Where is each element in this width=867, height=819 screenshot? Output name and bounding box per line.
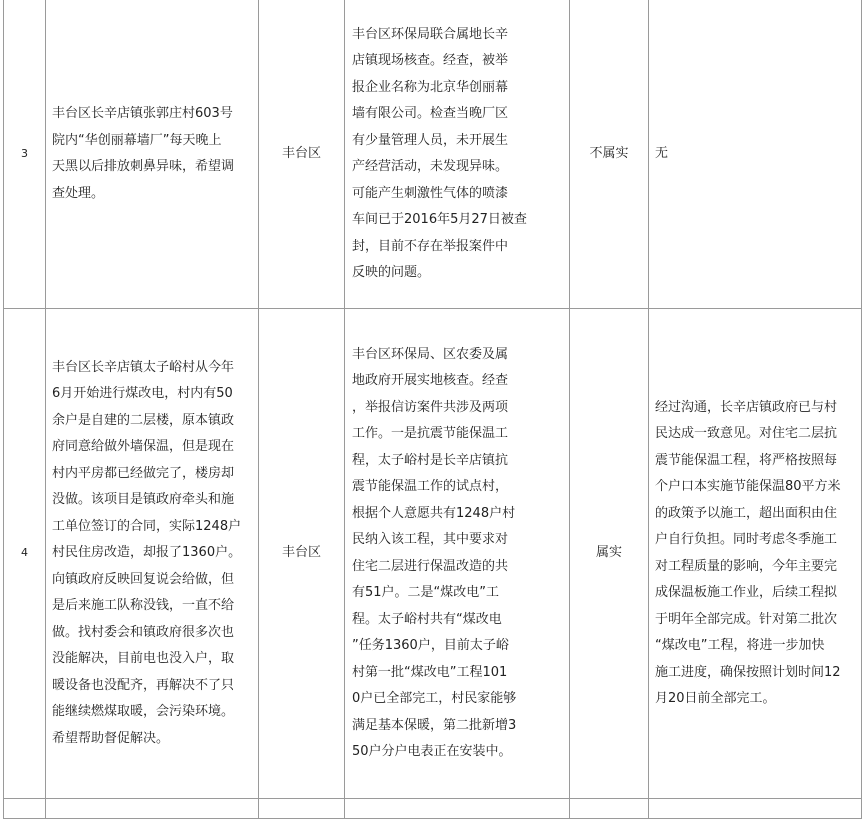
empty-cell xyxy=(649,799,862,819)
handling-text: 无 xyxy=(655,145,669,161)
empty-cell xyxy=(570,799,649,819)
investigation-text: 丰台区环保局、区农委及属 地政府开展实地核查。经查 ，举报信访案件共涉及两项 工作。一是抗震节能保温工 程，太子峪村是长辛店镇抗 震节能保温工作的试点村， 根据个人意愿共有1248户村 民纳入该工程，其中要求对 住宅二层进行保温改造的共 有51户。二是“煤改电”工 程。太子峪村共有“煤改电 ”任务1360户，目前太子峪 村第一批“煤改电”工程101 0户已全部完工，村民家能够 满足基本保暖，第二批新增3 50户分户电表正在安装中。 xyxy=(352,346,517,759)
complaint-text: 丰台区长辛店镇张郭庄村603号 院内“华创丽幕墙厂”每天晚上 天黑以后排放刺鼻异味，希望调 查处理。 xyxy=(52,106,235,201)
verdict: 不属实 xyxy=(570,0,649,309)
investigation-text: 丰台区环保局联合属地长辛 店镇现场核查。经查，被举 报企业名称为北京华创丽幕 墙有限公司。检查当晚厂区 有少量管理人员，未开展生 产经营活动，未发现异味。 可能产生刺激性气体的喷漆 车间已于2016年5月27日被查 封，目前不存在举报案件中 反映的问题。 xyxy=(352,26,527,280)
table-row-partial xyxy=(4,799,862,819)
case-number: 3 xyxy=(4,0,46,309)
handling-text: 经过沟通，长辛店镇政府已与村 民达成一致意见。对住宅二层抗 震节能保温工程，将严格按照每 个户口本实施节能保温80平方米 的政策予以施工，超出面积由住 户自行负担。同时考虑冬季施工 对工程质量的影响，今年主要完 成保温板施工作业，后续工程拟 于明年全部完成。针对第二批次 “煤改电”工程，将进一步加快 施工进度，确保按照计划时间12 月20日前全部完工。 xyxy=(655,399,841,706)
empty-cell xyxy=(4,799,46,819)
verdict: 属实 xyxy=(570,309,649,799)
table-row xyxy=(4,0,862,309)
handling-measures xyxy=(649,309,862,799)
empty-cell xyxy=(46,799,259,819)
complaint-content xyxy=(46,309,259,799)
table-row xyxy=(4,309,862,799)
case-number: 4 xyxy=(4,309,46,799)
investigation-result xyxy=(345,0,570,309)
district: 丰台区 xyxy=(259,309,345,799)
complaint-table xyxy=(3,0,862,819)
complaint-content xyxy=(46,0,259,309)
complaint-text: 丰台区长辛店镇太子峪村从今年 6月开始进行煤改电，村内有50 余户是自建的二层楼，原本镇政 府同意给做外墙保温，但是现在 村内平房都已经做完了，楼房却 没做。该项目是镇政府牵头和施 工单位签订的合同，实际1248户 村民住房改造，却报了1360户。 向镇政府反映回复说会给做，但 是后来施工队称没钱，一直不给 做。找村委会和镇政府很多次也 没能解决，目前电也没入户，取 暖设备也没配齐，再解决不了只 能继续燃煤取暖，会污染环境。 希望帮助督促解决。 xyxy=(52,359,242,746)
handling-measures xyxy=(649,0,862,309)
investigation-result xyxy=(345,309,570,799)
empty-cell xyxy=(259,799,345,819)
district: 丰台区 xyxy=(259,0,345,309)
empty-cell xyxy=(345,799,570,819)
